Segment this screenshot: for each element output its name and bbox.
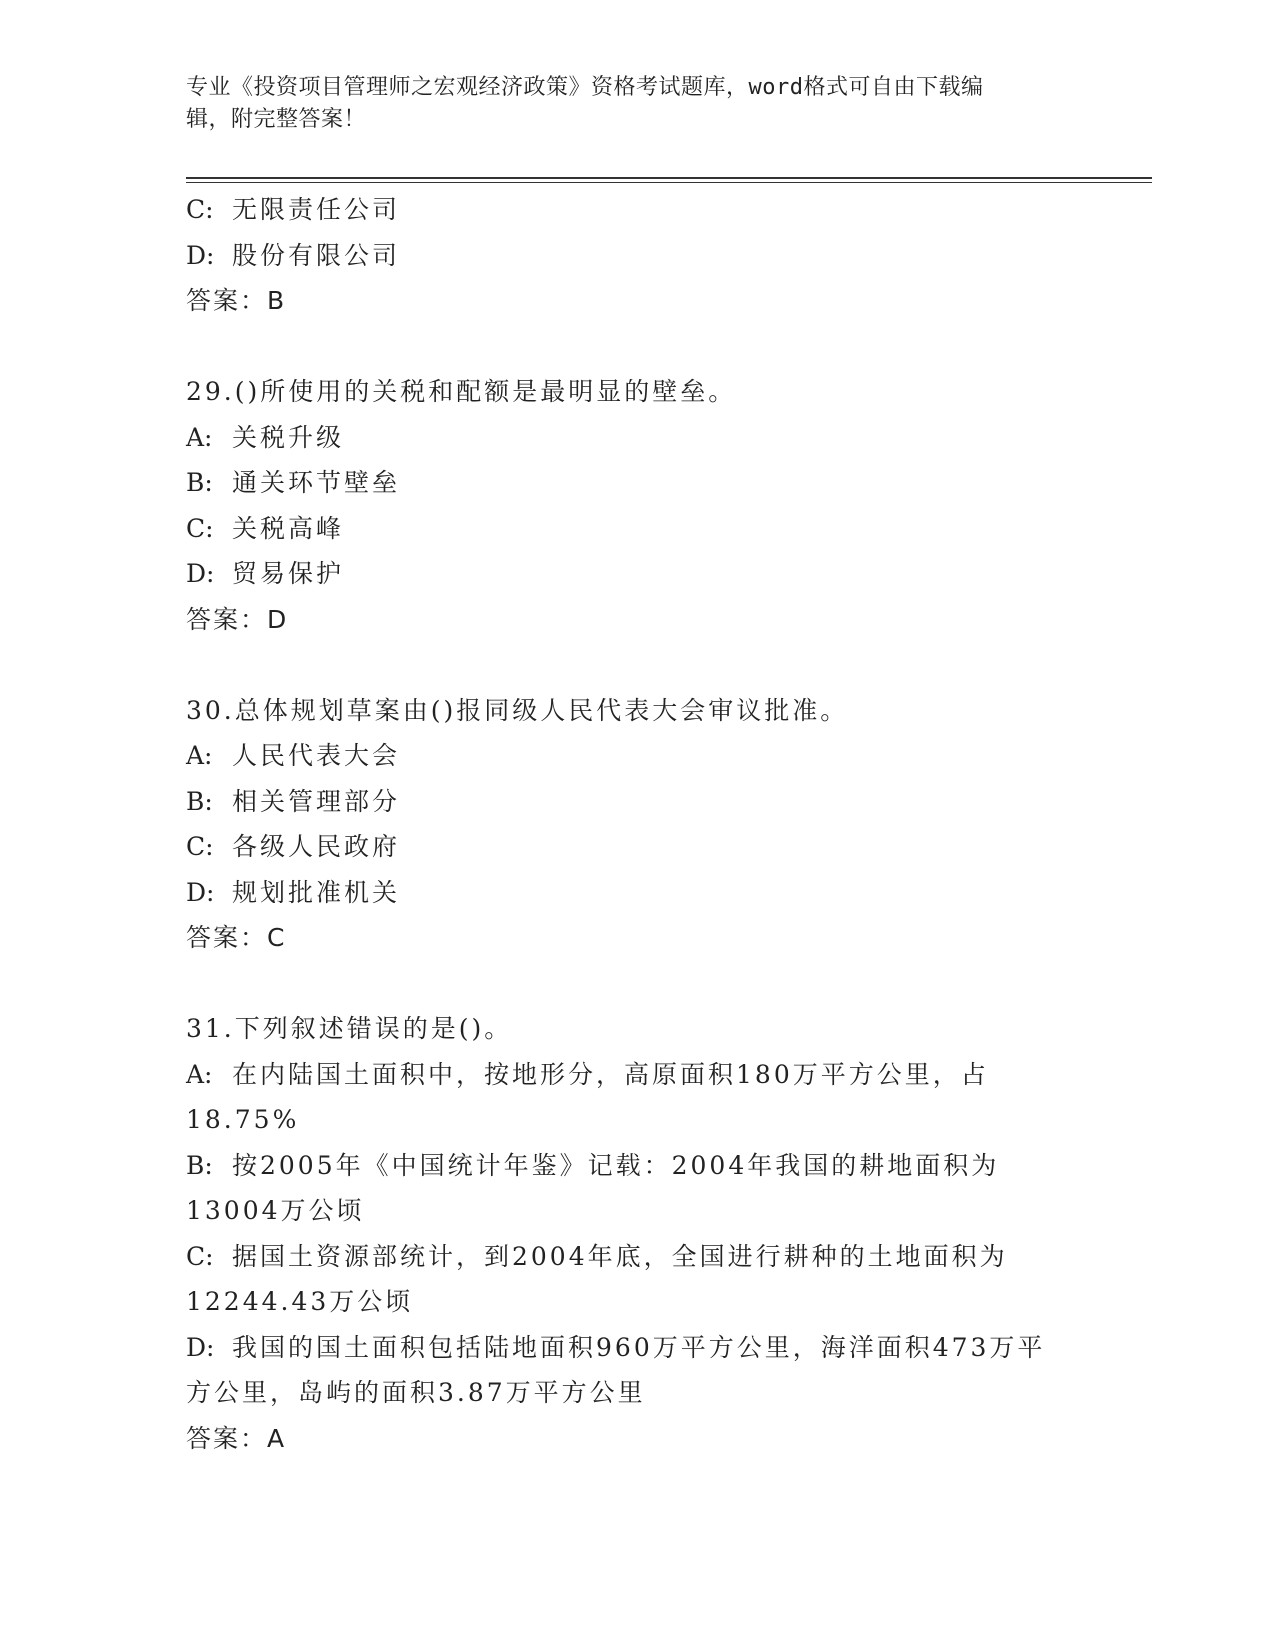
- option-a-continued: 18.75%: [186, 1105, 300, 1134]
- answer-line: 答案：D: [186, 604, 289, 634]
- option-label: D:: [186, 877, 215, 907]
- option-text: 据国土资源部统计，到2004年底，全国进行耕种的土地面积为: [232, 1241, 1008, 1271]
- option-d: [186, 870, 1086, 916]
- question-stem: 29.()所使用的关税和配额是最明显的壁垒。: [186, 377, 737, 406]
- option-label: B:: [186, 1150, 213, 1180]
- answer-line: 答案：A: [186, 1423, 287, 1453]
- option-d-continued: 方公里，岛屿的面积3.87万平方公里: [186, 1378, 646, 1407]
- option-label: C:: [186, 513, 214, 543]
- option-text: 相关管理部分: [232, 786, 401, 816]
- question-31: [186, 1006, 1086, 1461]
- option-a: [186, 733, 1086, 779]
- option-label: B:: [186, 468, 213, 497]
- option-label: C:: [186, 195, 214, 224]
- option-c-continued: 12244.43万公顷: [186, 1287, 414, 1316]
- option-label: A:: [186, 422, 213, 452]
- option-a: [186, 415, 1086, 461]
- option-text: 规划批准机关: [232, 877, 401, 907]
- header-rule-thin: [186, 182, 1152, 183]
- option-text: 关税升级: [232, 422, 345, 452]
- question-list: [186, 187, 1086, 1461]
- option-text: 我国的国土面积包括陆地面积960万平方公里，海洋面积473万平: [232, 1332, 1046, 1362]
- option-label: C:: [186, 832, 214, 861]
- option-text: 各级人民政府: [232, 832, 401, 861]
- option-d: [186, 551, 1086, 597]
- option-label: D:: [186, 559, 215, 588]
- option-b-continued: 13004万公顷: [186, 1196, 365, 1225]
- option-text: 无限责任公司: [232, 195, 401, 224]
- option-label: C:: [186, 1241, 214, 1271]
- question-29: [186, 369, 1086, 642]
- header-rule-thick: [186, 177, 1152, 179]
- option-text: 贸易保护: [232, 559, 345, 588]
- option-b: [186, 460, 1086, 506]
- option-text: 股份有限公司: [232, 240, 401, 270]
- option-label: D:: [186, 1332, 215, 1362]
- option-text: 人民代表大会: [232, 741, 401, 770]
- option-text: 按2005年《中国统计年鉴》记载：2004年我国的耕地面积为: [232, 1150, 1000, 1180]
- previous-question-tail: [186, 187, 1086, 324]
- option-label: D:: [186, 240, 215, 270]
- question-stem: 31.下列叙述错误的是()。: [186, 1014, 513, 1043]
- option-d: [186, 233, 1086, 279]
- option-c: [186, 506, 1086, 552]
- option-text: 关税高峰: [232, 513, 345, 543]
- option-c: [186, 1234, 1086, 1280]
- option-text: 在内陆国土面积中，按地形分，高原面积180万平方公里，占: [232, 1059, 989, 1089]
- option-b: [186, 779, 1086, 825]
- option-text: 通关环节壁垒: [232, 468, 401, 497]
- header-line-1: 专业《投资项目管理师之宏观经济政策》资格考试题库，word格式可自由下载编: [186, 75, 984, 100]
- option-d: [186, 1325, 1086, 1371]
- header-line-2: 辑，附完整答案！: [186, 107, 367, 132]
- answer-line: 答案：C: [186, 923, 287, 952]
- option-label: B:: [186, 786, 213, 816]
- option-b: [186, 1143, 1086, 1189]
- answer-line: 答案：B: [186, 286, 287, 315]
- question-30: [186, 688, 1086, 961]
- option-a: [186, 1052, 1086, 1098]
- option-c: [186, 187, 1086, 233]
- option-label: A:: [186, 1059, 213, 1089]
- option-label: A:: [186, 741, 213, 770]
- option-c: [186, 824, 1086, 870]
- question-stem: 30.总体规划草案由()报同级人民代表大会审议批准。: [186, 695, 849, 725]
- document-header: [186, 72, 1066, 136]
